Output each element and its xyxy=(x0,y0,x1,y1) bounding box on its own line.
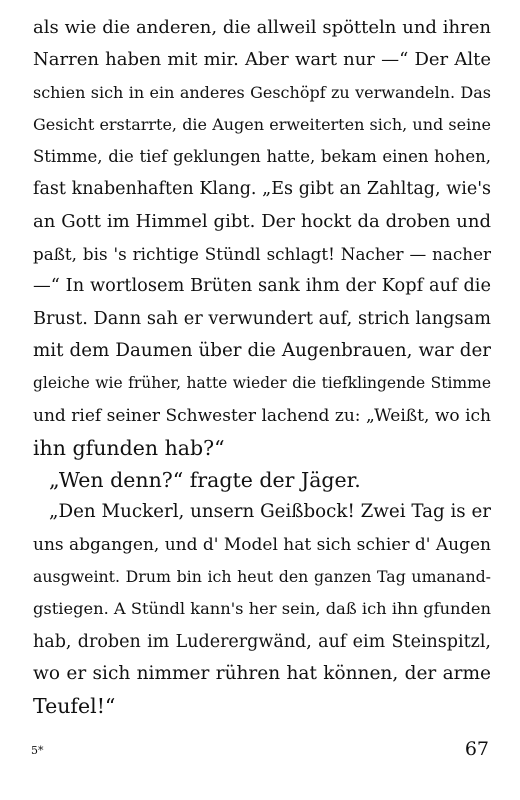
text-line: ausgweint. Drum bin ich heut den ganzen Tag umanand- xyxy=(33,567,491,587)
text-line: hab, droben im Luderergwänd, auf eim Steinspitzl, xyxy=(33,631,491,652)
text-line: Teufel!“ xyxy=(33,694,116,719)
page-number: 67 xyxy=(464,738,489,760)
text-line: an Gott im Himmel gibt. Der hockt da droben und xyxy=(33,210,491,232)
text-line: Brust. Dann sah er verwundert auf, strich langsam xyxy=(33,308,491,329)
text-line: schien sich in ein anderes Geschöpf zu verwandeln. Das xyxy=(33,82,491,102)
text-line: fast knabenhaften Klang. „Es gibt an Zahltag, wie's xyxy=(33,179,491,200)
text-line: ihn gfunden hab?“ xyxy=(33,435,225,460)
text-line: wo er sich nimmer rühren hat können, der arme xyxy=(33,662,491,684)
text-line: mit dem Daumen über die Augenbrauen, war der xyxy=(33,339,491,361)
text-line: gstiegen. A Stündl kann's her sein, daß ich ihn gfunden xyxy=(33,599,491,619)
text-line: Narren haben mit mir. Aber wart nur —“ Der Alte xyxy=(33,49,491,71)
text-line: paßt, bis 's richtige Stündl schlagt! Nacher — nacher xyxy=(33,244,491,265)
text-line: „Den Muckerl, unsern Geißbock! Zwei Tag is er xyxy=(49,501,491,523)
text-line: —“ In wortlosem Brüten sank ihm der Kopf auf die xyxy=(33,276,491,297)
text-line: als wie die anderen, die allweil spötteln und ihren xyxy=(33,17,491,38)
text-line: und rief seiner Schwester lachend zu: „Weißt, wo ich xyxy=(33,405,491,426)
body-text xyxy=(33,12,491,723)
text-line: Stimme, die tief geklungen hatte, bekam einen hohen, xyxy=(33,147,491,167)
text-line: „Wen denn?“ fragte der Jäger. xyxy=(49,468,361,493)
text-line: Gesicht erstarrte, die Augen erweiterten sich, und seine xyxy=(33,114,491,134)
text-line: uns abgangen, und d' Model hat sich schier d' Augen xyxy=(33,534,491,555)
text-line: gleiche wie früher, hatte wieder die tiefklingende Stimme xyxy=(33,374,491,393)
signature-mark: 5* xyxy=(31,744,44,757)
